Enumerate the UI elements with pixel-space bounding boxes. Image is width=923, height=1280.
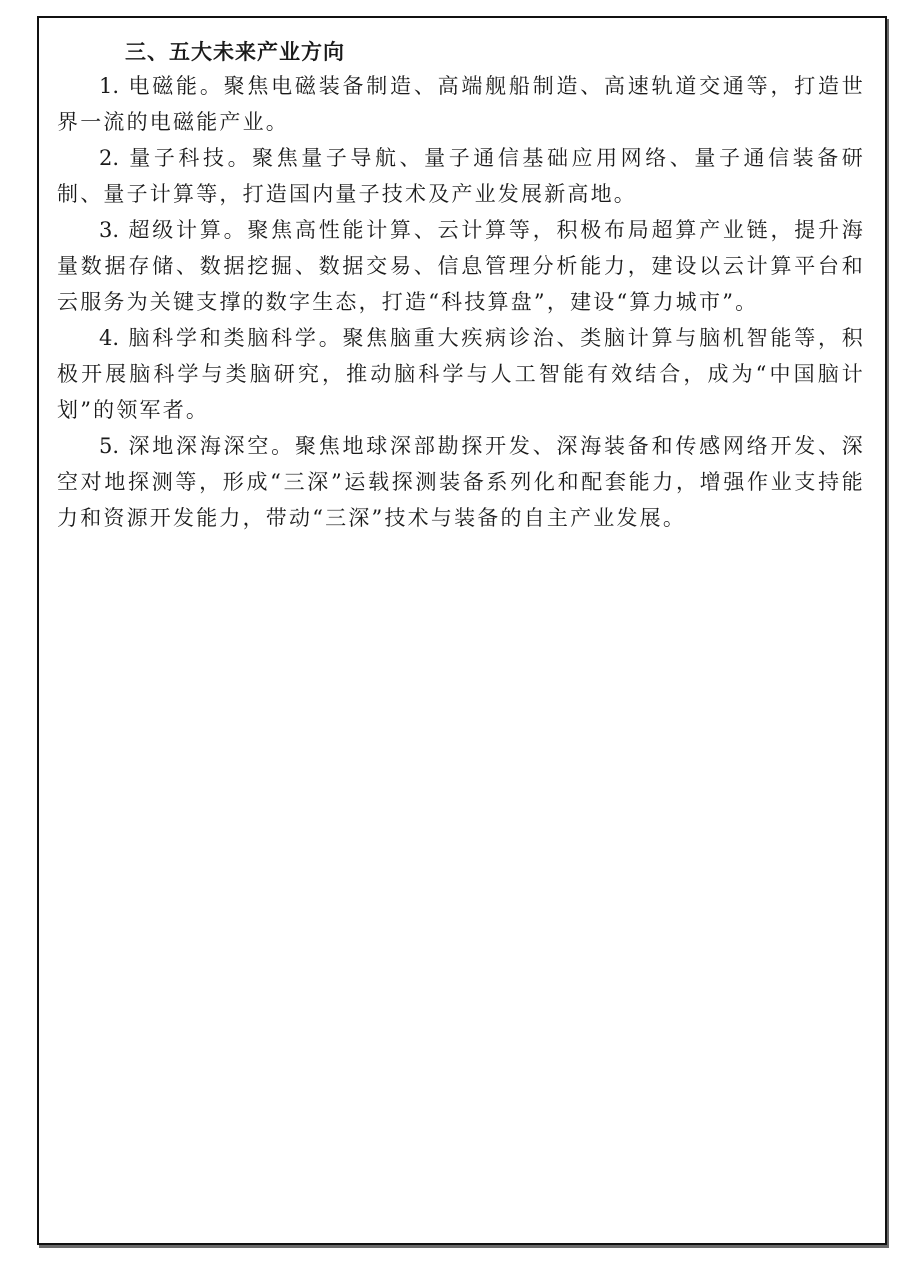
list-item-supercomputing [57, 212, 865, 320]
item-heading: 量子科技。 [129, 146, 253, 170]
item-body: 聚焦脑重大疾病诊治、类脑计算与脑机智能等，积极开展脑科学与类脑研究，推动脑科学与人工智能有效结合，成为“中国脑计划”的领军者。 [57, 326, 865, 422]
item-heading: 超级计算。 [128, 218, 248, 242]
item-number: 5. [99, 434, 120, 458]
list-item-quantum [57, 140, 865, 212]
list-item-deep-earth-sea-space [57, 428, 865, 536]
document-content [57, 36, 865, 536]
item-number: 4. [99, 326, 120, 350]
item-number: 3. [99, 218, 120, 242]
item-body: 聚焦量子导航、量子通信基础应用网络、量子通信装备研制、量子计算等，打造国内量子技术及产业发展新高地。 [57, 146, 865, 206]
list-item-electromagnetic [57, 68, 865, 140]
item-number: 1. [99, 74, 120, 98]
item-body: 聚焦高性能计算、云计算等，积极布局超算产业链，提升海量数据存储、数据挖掘、数据交易、信息管理分析能力，建设以云计算平台和云服务为关键支撑的数字生态，打造“科技算盘”，建设“算力城市”。 [57, 218, 865, 314]
document-frame [37, 16, 887, 1245]
item-heading: 脑科学和类脑科学。 [128, 326, 343, 350]
item-body: 聚焦地球深部勘探开发、深海装备和传感网络开发、深空对地探测等，形成“三深”运载探测装备系列化和配套能力，增强作业支持能力和资源开发能力，带动“三深”技术与装备的自主产业发展。 [57, 434, 865, 530]
item-heading: 深地深海深空。 [128, 434, 295, 458]
item-body: 聚焦电磁装备制造、高端舰船制造、高速轨道交通等，打造世界一流的电磁能产业。 [57, 74, 865, 134]
list-item-brain-science [57, 320, 865, 428]
section-title: 三、五大未来产业方向 [125, 40, 345, 64]
item-number: 2. [99, 146, 120, 170]
item-heading: 电磁能。 [128, 74, 224, 98]
